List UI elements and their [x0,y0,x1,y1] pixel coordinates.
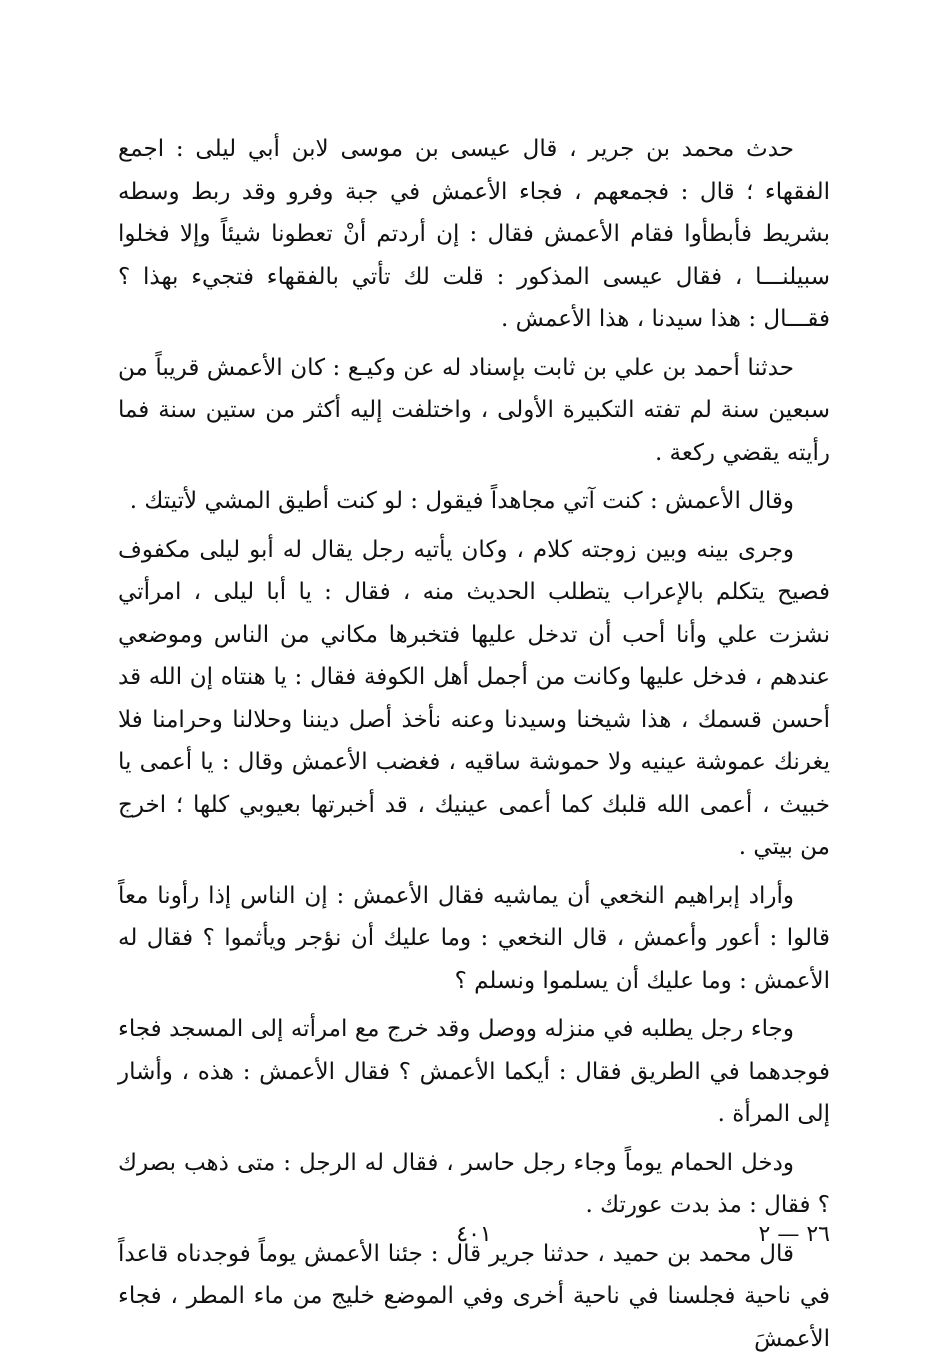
signature-mark: ٢٦ — ٢ [758,1222,830,1247]
page-number: ٤٠١ [456,1222,492,1247]
paragraph-7: ودخل الحمام يوماً وجاء رجل حاسر ، فقال له الرجل : متى ذهب بصرك ؟ فقال : مذ بدت عورتك . [118,1149,830,1218]
paragraph-6: وجاء رجل يطلبه في منزله ووصل وقد خرج مع امرأته إلى المسجد فجاء فوجدهما في الطريق فقال : أيكما الأعمش ؟ فقال الأعمش : هذه ، وأشار إلى المرأة . [118,1016,830,1127]
paragraph-5: وأراد إبراهيم النخعي أن يماشيه فقال الأعمش : إن الناس إذا رأونا معاً قالوا : أعور وأعمش ، قال النخعي : وما عليك أن نؤجر ويأثموا ؟ فقال له الأعمش : وما عليك أن يسلموا ونسلم ؟ [118,882,830,994]
paragraph-3: وقال الأعمش : كنت آتي مجاهداً فيقول : لو كنت أطيق المشي لأتيتك . [129,488,794,514]
paragraph-4: وجرى بينه وبين زوجته كلام ، وكان يأتيه رجل يقال له أبو ليلى مكفوف فصيح يتكلم بالإعراب يتطلب الحديث منه ، فقال : يا أبا ليلى ، امرأتي نشزت علي وأنا أحب أن تدخل عليها فتخبرها مكاني من الناس وموضعي عندهم ، فدخل عليها وكانت من أجمل أهل الكوفة فقال : يا هنتاه إن الله قد أحسن قسمك ، هذا شيخنا وسيدنا وعنه نأخذ أصل ديننا وحلالنا وحرامنا فلا يغرنك عموشة عينيه ولا حموشة ساقيه ، فغضب الأعمش وقال : يا أعمى يا خبيث ، أعمى الله قلبك كما أعمى عينيك ، قد أخبرتها بعيوبي كلها ؛ اخرج من بيتي . [118,536,830,860]
paragraph-1: حدث محمد بن جرير ، قال عيسى بن موسى لابن أبي ليلى : اجمع الفقهاء ؛ قال : فجمعهم ، فجاء الأعمش في جبة وفرو وقد ربط وسطه بشريط فأبطأوا فقام الأعمش فقال : إن أردتم أنْ تعطونا شيئاً وإلا فخلوا سبيلنـــا ، فقال عيسى المذكور : قلت لك تأتي بالفقهاء فتجيء بهذا ؟ فقـــال : هذا سيدنا ، هذا الأعمش . [118,136,830,332]
paragraph-8: قال محمد بن حميد ، حدثنا جرير قال : جئنا الأعمش يوماً فوجدناه قاعداً في ناحية فجلسنا في ناحية أخرى وفي الموضع خليج من ماء المطر ، فجاء الأعمشَ [118,1240,830,1352]
page-body [118,128,830,1366]
page-footer [118,1222,830,1262]
paragraph-2: حدثنا أحمد بن علي بن ثابت بإسناد له عن وكيـع : كان الأعمش قريباً من سبعين سنة لم تفته التكبيرة الأولى ، واختلفت إليه أكثر من ستين سنة فما رأيته يقضي ركعة . [118,354,830,466]
